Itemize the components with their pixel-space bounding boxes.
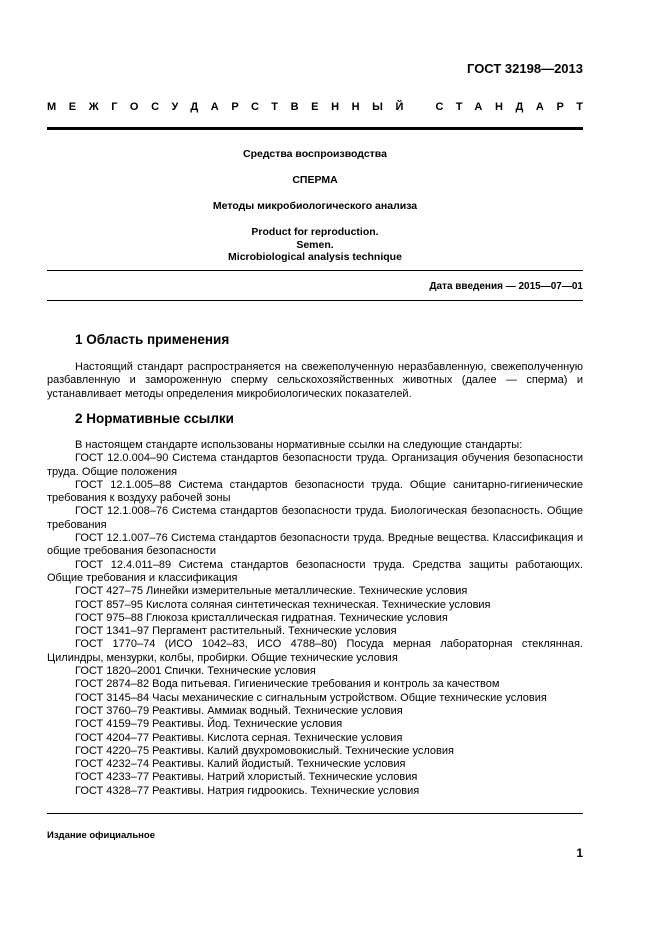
reference-item: ГОСТ 4233–77 Реактивы. Натрий хлористый. Технические условия — [75, 771, 418, 784]
title-english-line3: Microbiological analysis technique — [228, 251, 402, 263]
section-1-heading: 1 Область применения — [75, 332, 230, 347]
section-1-text: Настоящий стандарт распространяется на свежеполученную неразбавленную, свежеполученную разбавленную и замороженную сперму сельскохозяйственных животных (далее — сперма) и устанавливает методы определения микробиологических показателей. — [47, 361, 583, 400]
reference-item: ГОСТ 4220–75 Реактивы. Калий двухромовокислый. Технические условия — [75, 744, 454, 757]
reference-item: ГОСТ 2874–82 Вода питьевая. Гигиенические требования и контроль за качеством — [75, 678, 500, 691]
reference-item: ГОСТ 3145–84 Часы механические с сигнальным устройством. Общие технические условия — [75, 691, 547, 704]
title-english-line2: Semen. — [296, 238, 334, 251]
reference-item: ГОСТ 3760–79 Реактивы. Аммиак водный. Технические условия — [75, 704, 403, 717]
edition-label: Издание официальное — [47, 830, 155, 841]
reference-item: ГОСТ 12.1.007–76 Система стандартов безопасности труда. Вредные вещества. Классификация и общие требования безопасности — [47, 532, 583, 558]
reference-item: ГОСТ 4204–77 Реактивы. Кислота серная. Технические условия — [75, 731, 403, 744]
section-2-heading: 2 Нормативные ссылки — [75, 411, 234, 426]
reference-item: ГОСТ 12.4.011–89 Система стандартов безопасности труда. Средства защиты работающих. Общие требования и классификация — [47, 558, 583, 584]
intro-date: Дата введения — 2015—07—01 — [429, 281, 583, 292]
date-divider — [47, 300, 583, 301]
references-lead: В настоящем стандарте использованы нормативные ссылки на следующие стандарты: — [75, 439, 523, 451]
banner-word-interstate: МЕЖГОСУДАРСТВЕННЫЙ — [47, 101, 417, 113]
reference-item: ГОСТ 4328–77 Реактивы. Натрия гидроокись. Технические условия — [75, 784, 420, 797]
title-divider — [47, 270, 583, 271]
standard-banner — [47, 101, 596, 113]
title-subject: СПЕРМА — [292, 174, 338, 186]
normative-references-list — [47, 439, 583, 798]
reference-item: ГОСТ 12.0.004–90 Система стандартов безопасности труда. Организация обучения безопасности труда. Общие положения — [47, 452, 583, 478]
reference-item: ГОСТ 857–95 Кислота соляная синтетическая техническая. Технические условия — [75, 598, 491, 611]
page-number: 1 — [576, 846, 583, 860]
title-english-line1: Product for reproduction. — [251, 226, 379, 238]
reference-item: ГОСТ 1820–2001 Спички. Технические условия — [75, 665, 316, 678]
reference-item: ГОСТ 12.1.005–88 Система стандартов безопасности труда. Общие санитарно-гигиенические требования к воздуху рабочей зоны — [47, 478, 583, 505]
reference-item: ГОСТ 975–88 Глюкоза кристаллическая гидратная. Технические условия — [75, 611, 448, 624]
reference-item: ГОСТ 427–75 Линейки измерительные металлические. Технические условия — [75, 585, 468, 598]
gost-number: ГОСТ 32198—2013 — [467, 61, 583, 76]
title-english — [47, 226, 583, 264]
title-category: Средства воспроизводства — [243, 148, 387, 160]
banner-word-standard: СТАНДАРТ — [435, 101, 596, 113]
reference-item: ГОСТ 12.1.008–76 Система стандартов безопасности труда. Биологическая безопасность. Общие требования — [47, 505, 583, 531]
header-divider — [47, 127, 583, 130]
reference-item: ГОСТ 1770–74 (ИСО 1042–83, ИСО 4788–80) Посуда мерная лабораторная стеклянная. Цилиндры, мензурки, колбы, пробирки. Общие технические условия — [47, 638, 583, 664]
reference-item: ГОСТ 4159–79 Реактивы. Йод. Технические условия — [75, 718, 343, 731]
title-methods: Методы микробиологического анализа — [212, 200, 418, 212]
reference-item: ГОСТ 4232–74 Реактивы. Калий йодистый. Технические условия — [75, 758, 406, 771]
reference-item: ГОСТ 1341–97 Пергамент растительный. Технические условия — [75, 625, 397, 638]
footer-divider — [47, 813, 583, 814]
